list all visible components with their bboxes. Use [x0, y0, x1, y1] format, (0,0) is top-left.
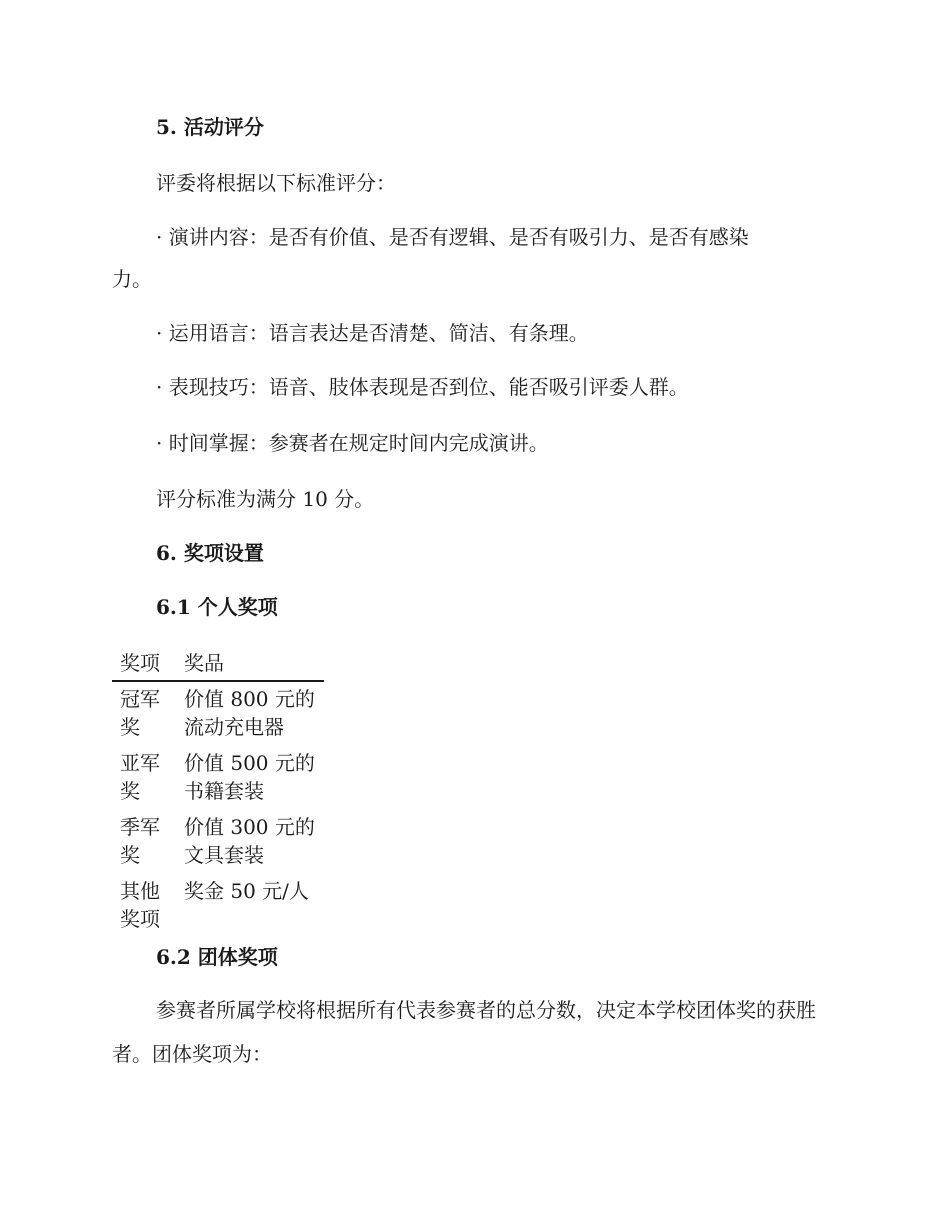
table-row [112, 874, 324, 938]
award-name: 其他奖项 [120, 879, 160, 931]
award-prize: 奖金 50 元/人 [184, 879, 309, 903]
award-prize: 价值 500 元的书籍套装 [184, 751, 315, 803]
criterion-content: · 演讲内容：是否有价值、是否有逻辑、是否有吸引力、是否有感染 [156, 225, 749, 249]
section-5-heading: 5. 活动评分 [156, 115, 264, 139]
table-row [112, 810, 324, 874]
team-awards-heading: 6.2 团体奖项 [156, 945, 278, 969]
table-row [112, 746, 324, 810]
criterion-content-continued: 力。 [112, 267, 152, 291]
award-name: 冠军奖 [120, 687, 160, 739]
column-header-award: 奖项 [112, 648, 176, 681]
award-prize: 价值 300 元的文具套装 [184, 815, 315, 867]
team-awards-paragraph: 参赛者所属学校将根据所有代表参赛者的总分数，决定本学校团体奖的获胜者。团体奖项为： [112, 998, 816, 1066]
criterion-technique: · 表现技巧：语音、肢体表现是否到位、能否吸引评委人群。 [156, 375, 689, 399]
table-header-row [112, 648, 324, 681]
section-6-heading: 6. 奖项设置 [156, 541, 264, 565]
column-header-prize: 奖品 [176, 648, 324, 681]
criterion-language: · 运用语言：语言表达是否清楚、简洁、有条理。 [156, 321, 589, 345]
full-score-note: 评分标准为满分 10 分。 [156, 487, 375, 511]
individual-awards-heading: 6.1 个人奖项 [156, 595, 278, 619]
award-prize: 价值 800 元的流动充电器 [184, 687, 315, 739]
individual-awards-table [112, 648, 324, 938]
criterion-time: · 时间掌握：参赛者在规定时间内完成演讲。 [156, 431, 549, 455]
scoring-intro: 评委将根据以下标准评分： [156, 171, 396, 195]
table-row [112, 681, 324, 746]
award-name: 亚军奖 [120, 751, 160, 803]
award-name: 季军奖 [120, 815, 160, 867]
